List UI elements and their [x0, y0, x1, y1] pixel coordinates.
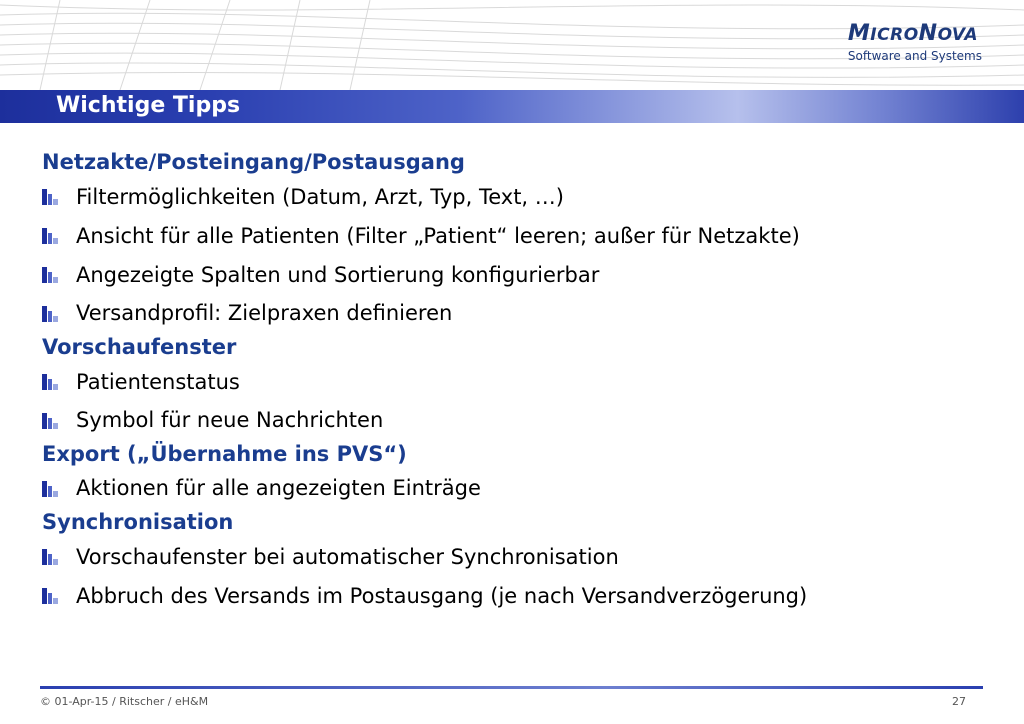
- footer-divider: [40, 686, 983, 689]
- bullet-item: [42, 577, 992, 616]
- footer-copyright: © 01-Apr-15 / Ritscher / eH&M: [40, 695, 209, 708]
- square-bullet-icon: [42, 306, 58, 322]
- square-bullet-icon: [42, 413, 58, 429]
- square-bullet-icon: [42, 588, 58, 604]
- title-bar: [0, 90, 1024, 123]
- logo-tagline: Software and Systems: [847, 49, 982, 63]
- section: [42, 506, 992, 616]
- bullet-text: Aktionen für alle angezeigten Einträge: [76, 476, 481, 500]
- bullet-text: Vorschaufenster bei automatischer Synchronisation: [76, 545, 619, 569]
- bullet-item: [42, 402, 992, 438]
- micronova-logo: [848, 22, 982, 63]
- square-bullet-icon: [42, 189, 58, 205]
- square-bullet-icon: [42, 374, 58, 390]
- square-bullet-icon: [42, 228, 58, 244]
- logo-brand-text: MICRONOVA: [847, 21, 979, 46]
- bullet-item: [42, 256, 992, 295]
- section-heading: Netzakte/Posteingang/Postausgang: [42, 150, 465, 174]
- bullet-item: [42, 217, 992, 256]
- section-heading: Vorschaufenster: [42, 335, 237, 359]
- slide-title: Wichtige Tipps: [56, 93, 241, 118]
- slide-content: [42, 146, 992, 616]
- bullet-text: Versandprofil: Zielpraxen definieren: [76, 301, 453, 325]
- bullet-item: [42, 178, 992, 217]
- bullet-text: Filtermöglichkeiten (Datum, Arzt, Typ, Text, …): [76, 185, 564, 209]
- bullet-text: Angezeigte Spalten und Sortierung konfigurierbar: [76, 263, 600, 287]
- bullet-text: Abbruch des Versands im Postausgang (je nach Versandverzögerung): [76, 584, 808, 608]
- bullet-item: [42, 538, 992, 577]
- square-bullet-icon: [42, 549, 58, 565]
- bullet-text: Ansicht für alle Patienten (Filter „Patient“ leeren; außer für Netzakte): [76, 224, 800, 248]
- bullet-text: Symbol für neue Nachrichten: [76, 408, 384, 432]
- section: [42, 438, 992, 506]
- section: [42, 331, 992, 438]
- bullet-text: Patientenstatus: [76, 370, 240, 394]
- section-heading: Export („Übernahme ins PVS“): [42, 442, 407, 466]
- section-heading: Synchronisation: [42, 510, 234, 534]
- bullet-item: [42, 470, 992, 506]
- bullet-item: [42, 295, 992, 331]
- square-bullet-icon: [42, 267, 58, 283]
- section: [42, 146, 992, 331]
- bullet-item: [42, 363, 992, 402]
- page-number: 27: [952, 695, 966, 708]
- square-bullet-icon: [42, 481, 58, 497]
